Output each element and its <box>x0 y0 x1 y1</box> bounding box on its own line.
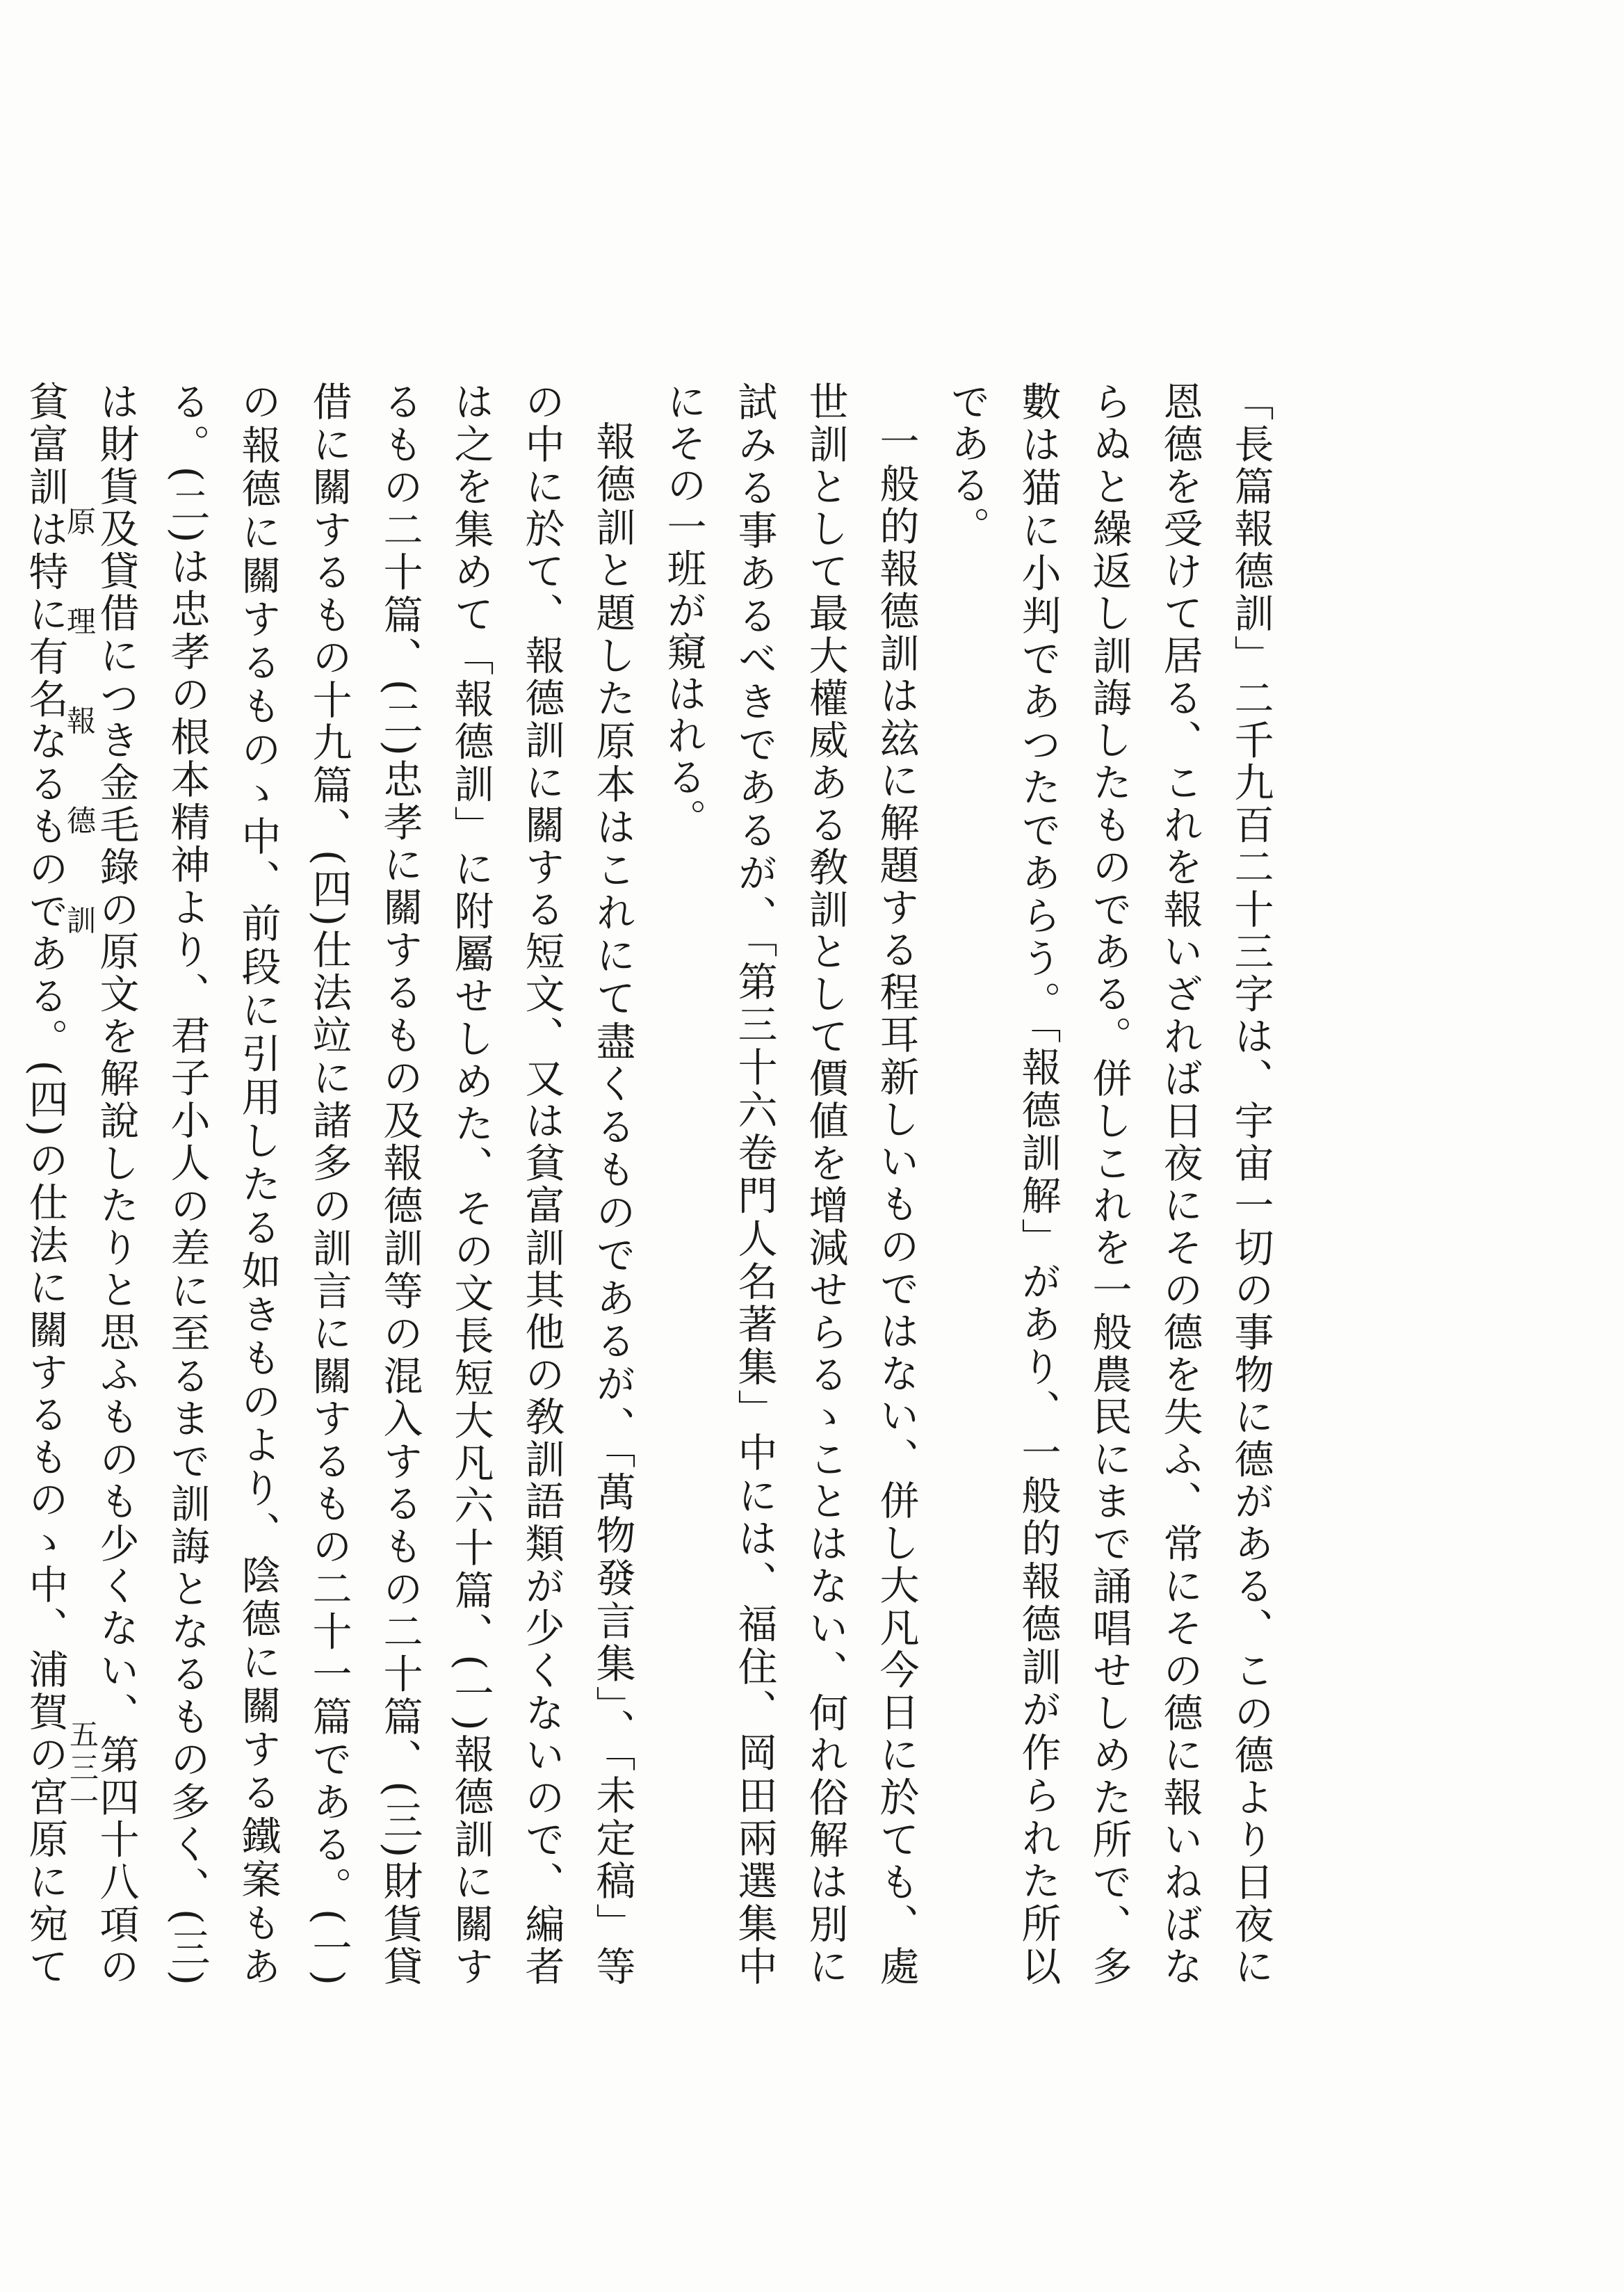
page-number: 五三一 <box>65 1719 99 1819</box>
running-header: 原 理 報 德 訓 <box>63 506 97 965</box>
paragraph-2: 一般的報德訓は玆に解題する程耳新しいものではない、併し大凡今日に於ても、處世訓として最大權威ある敎訓として價値を增減せらるゝことはない、何れ俗解は別に試みる事あるべきであるが、「第三十六卷門人名著集」中には、福住、岡田兩選集中にその一班が窺はれる。 <box>660 381 919 1987</box>
paragraph-3: 報德訓と題した原本はこれにて盡くるものであるが、「萬物發言集」、「未定稿」等の中に於て、報德訓に關する短文、又は貧富訓其他の敎訓語類が少くないので、編者は之を集めて「報德訓」に附屬せしめた、その文長短大凡六十篇、(一)報德訓に關するもの二十篇、(二)忠孝に關するもの及報德訓等の混入するもの二十篇、(三)財貨貸借に關するもの十九篇、(四)仕法竝に諸多の訓言に關するもの二十一篇である。(一)の報德に關するものゝ中、前段に引用したる如きものより、陰德に關する鐵案もある。(二)は忠孝の根本精神より、君子小人の差に至るまで訓誨となるもの多く、(三)は財貨及貸借につき金毛錄の原文を解說したりと思ふものも少くない、第四十八項の貧富訓は特に有名なるものである。(四)の仕法に關するものゝ中、浦賀の宮原に宛て <box>22 381 635 1987</box>
paragraph-1: 「長篇報德訓」二千九百二十三字は、宇宙一切の事物に德がある、この德より日夜に恩德を受けて居る、これを報いざれば日夜にその德を失ふ、常にその德に報いねばならぬと繰返し訓誨したものである。併しこれを一般農民にまで誦唱せしめた所で、多數は猫に小判であつたであらう。「報德訓解」があり、一般的報德訓が作られた所以である。 <box>944 381 1274 1987</box>
